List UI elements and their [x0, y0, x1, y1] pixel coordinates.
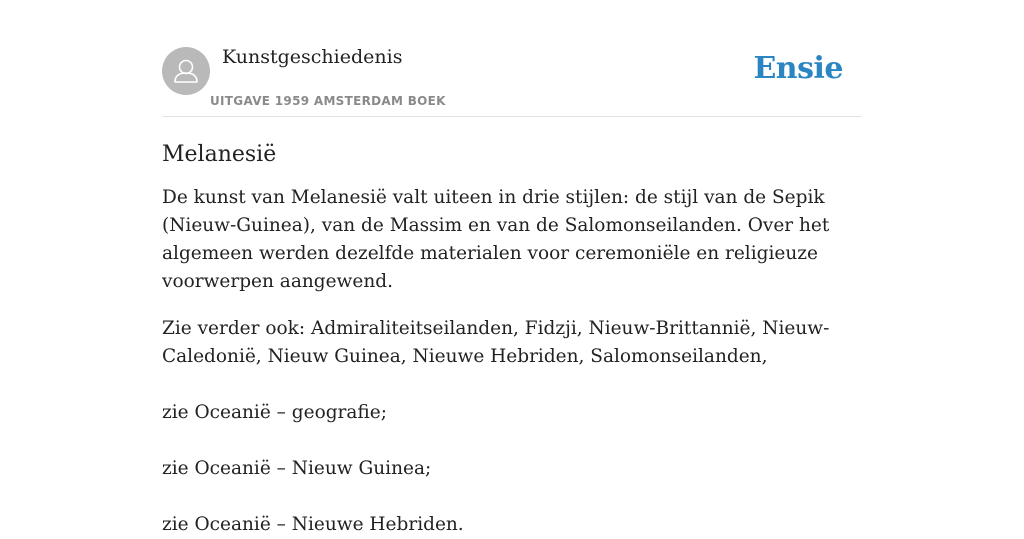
author-name[interactable]: Kunstgeschiedenis	[222, 46, 403, 68]
see-also-paragraph: Zie verder ook: Admiraliteitseilanden, Fidzji, Nieuw-Brittannië, Nieuw-Caledonië, Nieuw Guinea, Nieuwe Hebriden, Salomonseilanden,	[162, 318, 830, 367]
article-header	[162, 0, 862, 117]
author-avatar[interactable]	[162, 47, 210, 95]
user-icon	[162, 47, 210, 95]
article-title: Melanesië	[162, 142, 277, 167]
article-body	[162, 140, 872, 539]
reference-line: zie Oceanië – Nieuwe Hebriden.	[162, 514, 464, 535]
ensie-logo[interactable]: Ensie	[753, 51, 843, 86]
source-meta: UITGAVE 1959 AMSTERDAM BOEK	[210, 94, 446, 108]
reference-line: zie Oceanië – Nieuw Guinea;	[162, 458, 432, 479]
article-paragraph: De kunst van Melanesië valt uiteen in drie stijlen: de stijl van de Sepik (Nieuw-Guinea), van de Massim en van de Salomonseilanden. Over het algemeen werden dezelfde materialen voor ceremoniële en religieuze voorwerpen aangewend.	[162, 187, 830, 292]
reference-line: zie Oceanië – geografie;	[162, 402, 387, 423]
